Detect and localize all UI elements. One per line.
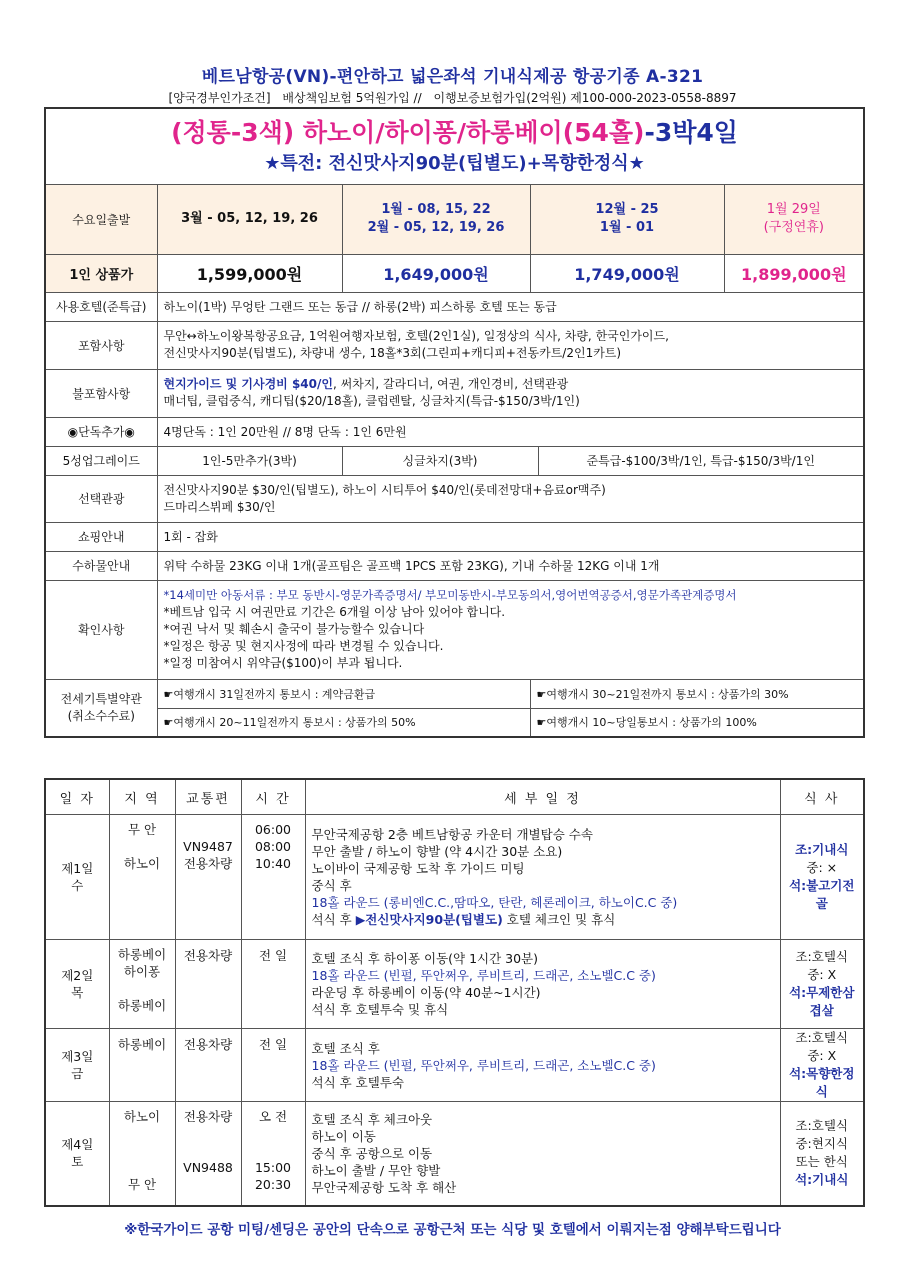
schedule (305, 1029, 780, 1102)
day-label (45, 1029, 109, 1102)
transport: 전용차량 (175, 940, 241, 1029)
dates-line: 1월 29일 (766, 202, 821, 217)
time: 15:00 (254, 1160, 292, 1175)
title-duration: -3박4일 (644, 118, 738, 148)
cancellation-label (45, 679, 157, 737)
flight-number: VN9487 (183, 839, 233, 854)
optional-line: 전신맛사지90분 $30/인(팁별도), 하노이 시티투어 $40/인(롯데전망대+음료or맥주) (163, 482, 606, 497)
schedule-line: 호텔 체크인 및 휴식 (502, 912, 616, 927)
transport (175, 815, 241, 940)
dinner: 석:기내식 (795, 1172, 849, 1188)
day-number: 제3일 (61, 1049, 94, 1064)
departure-label: 수요일출발 (45, 184, 157, 254)
cancel-rule-4: ☛여행개시 10~당일통보시 : 상품가의 100% (530, 708, 864, 737)
times: 전 일 (241, 940, 305, 1029)
breakfast: 조:기내식 (795, 842, 849, 857)
included-line: 무안↔하노이왕복항공요금, 1억원여행자보험, 호텔(2인1실), 일정상의 식사, 차량, 한국인가이드, (163, 329, 669, 343)
confirm-line: *14세미만 아동서류 : 부모 동반시-영문가족증명서/ 부모미동반시-부모동의서,영어번역공증서,영문가족관계증명서 (163, 588, 737, 602)
lunch: 중: X (807, 1048, 837, 1063)
schedule (305, 940, 780, 1029)
dates-line: 2월 - 05, 12, 19, 26 (367, 220, 505, 235)
upgrade-cost: 1인-5만추가(3박) (157, 446, 342, 475)
schedule-line: 호텔 조식 후 하이퐁 이동(약 1시간 30분) (311, 951, 539, 966)
dinner: 석:목향한정식 (789, 1066, 855, 1099)
title-main: (정통-3색) 하노이/하이퐁/하롱베이(54홀) (171, 118, 645, 148)
excluded-line: 매너팁, 클럽중식, 캐디팁($20/18홀), 클럽렌탈, 싱글차지(특급-$150/3박/1인) (163, 394, 580, 408)
airline-header: 베트남항공(VN)-편안하고 넓은좌석 기내식제공 항공기종 A-321 (201, 67, 704, 87)
day-row-3 (45, 1029, 864, 1102)
times (241, 1102, 305, 1206)
schedule-line: 무안 출발 / 하노이 향발 (약 4시간 30분 소요) (311, 844, 563, 859)
breakfast: 조:호텔식 (795, 1030, 848, 1045)
region-name: 무 안 (127, 1177, 157, 1192)
private-add-label: ◉단독추가◉ (45, 417, 157, 446)
dates-line: 1월 - 08, 15, 22 (381, 202, 491, 217)
confirm-label: 확인사항 (45, 580, 157, 679)
confirm-line: *베트남 입국 시 여권만료 기간은 6개월 이상 남아 있어야 합니다. (163, 605, 506, 619)
cancellation-subtitle: (취소수수료) (67, 708, 135, 723)
day-number: 제1일 (61, 861, 94, 876)
meals (780, 1029, 864, 1102)
col-transport: 교통편 (175, 779, 241, 815)
liability-insurance: 배상책임보험 5억원가입 // (282, 91, 422, 105)
golf-round: 18홀 라운드 (빈펄, 뚜안쩌우, 루비트리, 드래곤, 소노벨C.C 중) (311, 968, 656, 983)
breakfast: 조:호텔식 (795, 1118, 848, 1134)
excluded-label: 불포함사항 (45, 369, 157, 417)
baggage-label: 수하물안내 (45, 551, 157, 580)
hotel-info: 하노이(1박) 무엉탄 그랜드 또는 동급 // 하롱(2박) 피스하롱 호텔 또는 동급 (157, 292, 864, 321)
day-label (45, 1102, 109, 1206)
upgrade-label: 5성업그레이드 (45, 446, 157, 475)
optional-line: 드마리스뷔페 $30/인 (163, 499, 276, 514)
region-name: 하롱베이 (117, 998, 167, 1013)
schedule-line: 석식 후 (311, 912, 356, 927)
hotel-label: 사용호텔(준특급) (45, 292, 157, 321)
cancellation-title: 전세기특별약관 (60, 691, 142, 706)
private-add-info: 4명단독 : 1인 20만원 // 8명 단독 : 1인 6만원 (157, 417, 864, 446)
flight-number: VN9488 (183, 1160, 233, 1175)
dates-line: 12월 - 25 (595, 202, 659, 217)
price-3: 1,749,000원 (530, 254, 724, 292)
lunch-alt: 또는 한식 (795, 1154, 848, 1170)
price-label: 1인 상품가 (45, 254, 157, 292)
included-label: 포함사항 (45, 321, 157, 369)
schedule-line: 무안국제공항 도착 후 해산 (311, 1179, 457, 1195)
region (109, 815, 175, 940)
schedule-line: 호텔 조식 후 체크아웃 (311, 1111, 433, 1127)
day-number: 제4일 (61, 1137, 94, 1153)
time: 20:30 (254, 1177, 292, 1192)
cancel-rule-1: ☛여행개시 31일전까지 통보시 : 계약금환급 (157, 679, 530, 708)
excluded-line: , 써차지, 갈라디너, 여권, 개인경비, 선택관광 (332, 377, 569, 391)
schedule (305, 1102, 780, 1206)
product-info-table (44, 107, 865, 738)
license-info (0, 89, 905, 106)
confirm-line: *여권 낙서 및 훼손시 출국이 불가능할수 있습니다 (163, 622, 425, 636)
schedule-line: 중식 후 (311, 878, 352, 893)
day-of-week: 목 (71, 985, 84, 1000)
schedule-line: 석식 후 호텔투숙 (311, 1074, 404, 1090)
times: 전 일 (241, 1029, 305, 1102)
single-charge-label: 싱글차지(3박) (342, 446, 538, 475)
times (241, 815, 305, 940)
schedule-line: 하노이 이동 (311, 1128, 376, 1144)
included-line: 전신맛사지90분(팁별도), 차량내 생수, 18홀*3회(그린피+캐디피+전동카트/2인1카트) (163, 346, 622, 360)
day-of-week: 토 (71, 1154, 84, 1170)
region-name: 하롱베이 (117, 947, 167, 962)
departure-dates-4 (724, 184, 864, 254)
breakfast: 조:호텔식 (795, 949, 848, 964)
meals (780, 815, 864, 940)
schedule-line: 중식 후 공항으로 이동 (311, 1145, 433, 1161)
schedule-line: 노이바이 국제공항 도착 후 가이드 미팅 (311, 861, 525, 876)
guide-fee: 현지가이드 및 기사경비 $40/인 (163, 377, 333, 391)
baggage-info: 위탁 수하물 23KG 이내 1개(골프팀은 골프백 1PCS 포함 23KG), 기내 수하물 12KG 이내 1개 (157, 551, 864, 580)
lunch: 중:현지식 (795, 1136, 848, 1152)
region (109, 1102, 175, 1206)
region-name: 무 안 (127, 822, 157, 837)
day-of-week: 수 (71, 878, 84, 893)
departure-dates-3 (530, 184, 724, 254)
day-row-1 (45, 815, 864, 940)
day-label (45, 940, 109, 1029)
shopping-label: 쇼핑안내 (45, 522, 157, 551)
schedule-line: 호텔 조식 후 (311, 1040, 380, 1056)
dinner: 석:무제한삼겹살 (789, 985, 855, 1018)
vehicle: 전용차량 (183, 856, 233, 871)
region-name: 하이퐁 (123, 964, 161, 979)
shopping-info: 1회 - 잡화 (157, 522, 864, 551)
guide-notice: ※한국가이드 공항 미팅/센딩은 공안의 단속으로 공항근처 또는 식당 및 호텔에서 이뤄지는점 양해부탁드립니다 (124, 1222, 781, 1238)
region-name: 하노이 (123, 1109, 161, 1124)
special-benefit: ★특전: 전신맛사지90분(팁별도)+목향한정식★ (264, 153, 645, 175)
dates-line: 1월 - 01 (599, 220, 655, 235)
massage-highlight: ▶전신맛사지90분(팁별도) (355, 912, 503, 927)
included-info (157, 321, 864, 369)
product-title (45, 108, 864, 184)
price-4: 1,899,000원 (724, 254, 864, 292)
transport (175, 1102, 241, 1206)
day-label (45, 815, 109, 940)
day-row-4 (45, 1102, 864, 1206)
vehicle: 전용차량 (183, 1109, 233, 1124)
time: 10:40 (254, 856, 292, 871)
time: 오 전 (258, 1109, 288, 1124)
departure-dates-2 (342, 184, 530, 254)
col-meals: 식 사 (780, 779, 864, 815)
day-row-2 (45, 940, 864, 1029)
col-date: 일 자 (45, 779, 109, 815)
schedule-line: 무안국제공항 2층 베트남항공 카운터 개별탑승 수속 (311, 827, 593, 842)
dinner: 석:불고기전골 (789, 878, 855, 911)
confirm-info (157, 580, 864, 679)
meals (780, 1102, 864, 1206)
lunch: 중: X (807, 967, 837, 982)
single-charge-cost: 준특급-$100/3박/1인, 특급-$150/3박/1인 (538, 446, 864, 475)
dates-line: (구정연휴) (763, 220, 824, 235)
cancel-rule-3: ☛여행개시 20~11일전까지 통보시 : 상품가의 50% (157, 708, 530, 737)
region (109, 940, 175, 1029)
golf-round: 18홀 라운드 (빈펄, 뚜안쩌우, 루비트리, 드래곤, 소노벨C.C 중) (311, 1057, 656, 1073)
license-condition: [양국경부인가조건] (168, 91, 271, 105)
cancel-rule-2: ☛여행개시 30~21일전까지 통보시 : 상품가의 30% (530, 679, 864, 708)
excluded-info (157, 369, 864, 417)
optional-tour-label: 선택관광 (45, 475, 157, 522)
golf-round: 18홀 라운드 (롱비엔C.C.,땀따오, 탄란, 헤론레이크, 하노이C.C 중) (311, 895, 678, 910)
schedule-line: 하노이 출발 / 무안 향발 (311, 1162, 441, 1178)
region-name: 하노이 (123, 856, 161, 871)
col-region: 지 역 (109, 779, 175, 815)
lunch: 중: × (806, 860, 838, 875)
confirm-line: *일정은 항공 및 현지사정에 따라 변경될 수 있습니다. (163, 639, 444, 653)
optional-tour-info (157, 475, 864, 522)
col-schedule: 세 부 일 정 (305, 779, 780, 815)
col-time: 시 간 (241, 779, 305, 815)
schedule-line: 라운딩 후 하롱베이 이동(약 40분~1시간) (311, 985, 541, 1000)
schedule (305, 815, 780, 940)
time: 06:00 (254, 822, 292, 837)
day-number: 제2일 (61, 968, 94, 983)
region: 하롱베이 (109, 1029, 175, 1102)
departure-dates-1: 3월 - 05, 12, 19, 26 (157, 184, 342, 254)
price-2: 1,649,000원 (342, 254, 530, 292)
transport: 전용차량 (175, 1029, 241, 1102)
schedule-line: 석식 후 호텔투숙 및 휴식 (311, 1002, 449, 1017)
price-1: 1,599,000원 (157, 254, 342, 292)
confirm-line: *일정 미참여시 위약금($100)이 부과 됩니다. (163, 656, 403, 670)
day-of-week: 금 (71, 1066, 84, 1081)
meals (780, 940, 864, 1029)
itinerary-table (44, 778, 865, 1207)
time: 08:00 (254, 839, 292, 854)
guarantee-insurance: 이행보증보험가입(2억원) 제100-000-2023-0558-8897 (433, 91, 737, 105)
